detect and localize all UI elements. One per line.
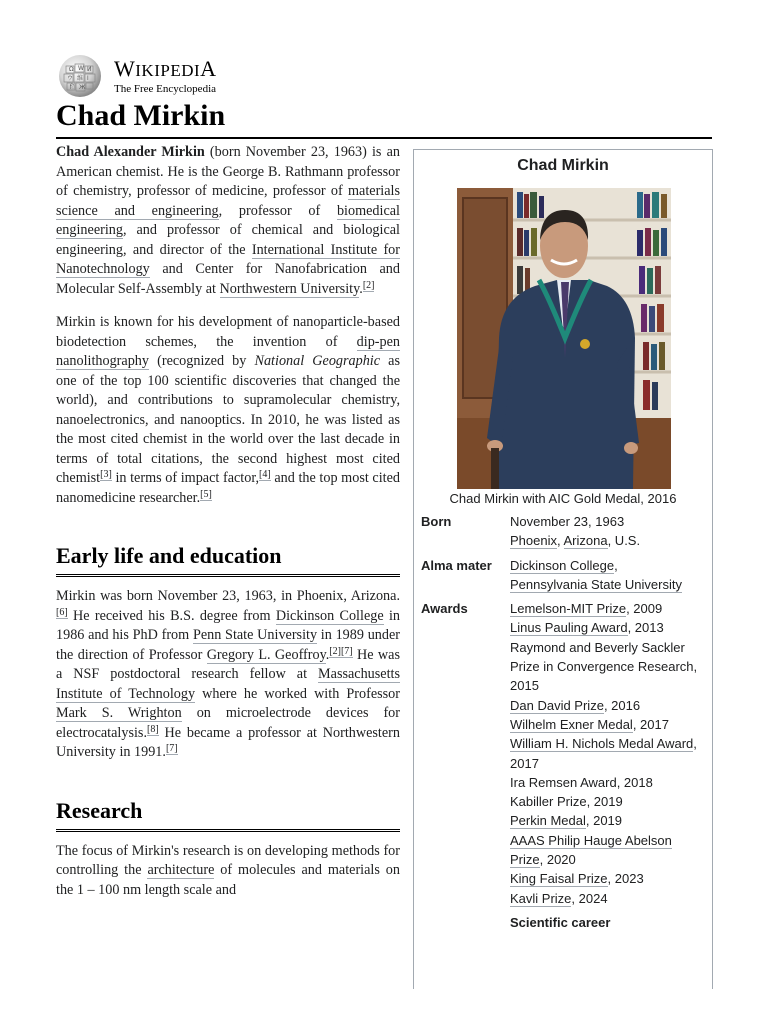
section-heading-early-life: Early life and education: [56, 542, 400, 577]
reference-link[interactable]: [2]: [362, 279, 375, 291]
svg-text:Ω: Ω: [69, 66, 74, 73]
award-item: Kabiller Prize, 2019: [510, 794, 623, 810]
page-title: Chad Mirkin: [56, 98, 712, 139]
award-item: King Faisal Prize, 2023: [510, 871, 644, 887]
link-mit[interactable]: Massachusetts Institute of Technology: [56, 666, 400, 702]
award-link[interactable]: William H. Nichols Medal Award: [510, 736, 694, 752]
award-item: Raymond and Beverly Sackler Prize in Convergence Research, 2015: [510, 639, 698, 694]
link-northwestern[interactable]: Northwestern University: [219, 280, 360, 297]
award-link[interactable]: Lemelson-MIT Prize: [510, 601, 627, 617]
research-paragraph: The focus of Mirkin's research is on developing methods for controlling the architecture of molecules and materials on the 1 – 100 nm length scale and: [56, 842, 400, 898]
born-value: November 23, 1963 Phoenix, Arizona, U.S.: [510, 514, 641, 549]
award-item: Perkin Medal, 2019: [510, 813, 623, 829]
awards-label: Awards: [421, 601, 468, 617]
award-item: Lemelson-MIT Prize, 2009: [510, 601, 663, 617]
alma-mater-label: Alma mater: [421, 557, 492, 573]
award-item: Dan David Prize, 2016: [510, 697, 641, 713]
award-item: Kavli Prize, 2024: [510, 890, 608, 906]
link-mark-wrighton[interactable]: Mark S. Wrighton: [56, 705, 182, 721]
link-dip-pen-nanolithography[interactable]: dip-pen nanolithography: [56, 333, 400, 369]
link-iin[interactable]: International Institute for Nanotechnology: [56, 241, 400, 277]
subject-name: Chad Alexander Mirkin: [56, 144, 205, 160]
award-item: AAAS Philip Hauge Abelson Prize, 2020: [510, 832, 672, 868]
award-item: William H. Nichols Medal Award, 2017: [510, 736, 697, 771]
link-architecture[interactable]: architecture: [147, 862, 215, 878]
svg-text:И: И: [87, 66, 92, 73]
reference-link[interactable]: [6]: [56, 606, 68, 618]
wikipedia-tagline: The Free Encyclopedia: [114, 82, 217, 95]
award-item: Wilhelm Exner Medal, 2017: [510, 716, 669, 732]
reference-link[interactable]: [8]: [147, 723, 159, 735]
link-biomedical-engineering[interactable]: biomedical engineering: [56, 202, 400, 238]
award-link[interactable]: King Faisal Prize: [510, 871, 608, 887]
award-link[interactable]: Dan David Prize: [510, 697, 604, 713]
reference-link[interactable]: [4]: [259, 469, 271, 480]
wikipedia-logo[interactable]: [56, 54, 217, 98]
photo-caption: Chad Mirkin with AIC Gold Medal, 2016: [449, 491, 677, 506]
awards-list: [510, 599, 706, 908]
link-dickinson-college[interactable]: Dickinson College: [510, 557, 615, 573]
born-label: Born: [421, 514, 452, 529]
reference-link[interactable]: [7]: [165, 743, 178, 754]
scientific-career-heading: Scientific career: [510, 914, 611, 930]
intro-paragraph-2: Mirkin is known for his development of nanoparticle-based biodetection schemes, the invention of dip-pen nanolithography (recognized by National Geographic as one of the top 100 scientific discoveries that changed the world), and contributions to supramolecular chemistry, nanoelectronics, and nanooptics. In 2010, he was listed as the most cited chemist in the world over the last decade in terms of total citations, the second highest most cited chemist[3] in terms of impact factor,[4] and the top most cited nanomedicine researcher.[5]: [56, 314, 400, 506]
reference-link[interactable]: [2]: [329, 645, 341, 657]
svg-text:ि: ि: [70, 84, 76, 91]
award-link[interactable]: Linus Pauling Award: [510, 620, 628, 636]
infobox-row-born: [414, 512, 712, 551]
award-item: Linus Pauling Award, 2013: [510, 620, 664, 636]
wikipedia-wordmark: WIKIPEDIA: [114, 55, 217, 81]
infobox: [413, 149, 713, 989]
award-link[interactable]: Perkin Medal: [510, 813, 586, 829]
link-materials-science[interactable]: materials science and engineering: [56, 183, 400, 219]
article-body: [56, 143, 400, 914]
svg-text:Ж: Ж: [79, 84, 86, 91]
portrait-photo[interactable]: [457, 188, 671, 489]
award-link[interactable]: Kavli Prize: [510, 890, 572, 906]
link-arizona[interactable]: Arizona: [563, 533, 608, 549]
award-link[interactable]: AAAS Philip Hauge Abelson Prize: [510, 832, 672, 868]
link-phoenix[interactable]: Phoenix: [510, 533, 557, 549]
infobox-row-alma-mater: [414, 556, 712, 595]
svg-text:ا: ا: [87, 75, 89, 82]
early-life-paragraph: Mirkin was born November 23, 1963, in Phoenix, Arizona.[6] He received his B.S. degree from Dickinson College in 1986 and his PhD from Penn State University in 1989 under the direction of Professor Gregory L. Geoffroy.[2][7] He was a NSF postdoctoral research fellow at Massachusetts Institute of Technology where he worked with Professor Mark S. Wrighton on microelectrode devices for electrocatalysis.[8] He became a professor at Northwestern University in 1991.[7]: [56, 588, 401, 760]
svg-text:ウ: ウ: [67, 75, 74, 82]
reference-link[interactable]: [3]: [100, 469, 112, 480]
award-link[interactable]: Wilhelm Exner Medal: [510, 716, 633, 732]
infobox-title: Chad Mirkin: [517, 157, 609, 174]
section-heading-research: Research: [56, 797, 400, 832]
alma-mater-value: Dickinson College, Pennsylvania State University: [510, 557, 682, 592]
intro-paragraph-1: Chad Alexander Mirkin (born November 23, 1963) is an American chemist. He is the George B. Rathmann professor of chemistry, professor of medicine, professor of materials science and engineering, professor of biomedical engineering, and professor of chemical and biological engineering, and director of the International Institute for Nanotechnology and Center for Nanofabrication and Molecular Self-Assembly at Northwestern University.[2]: [56, 144, 400, 297]
wikipedia-globe-icon: [56, 54, 104, 98]
reference-link[interactable]: [7]: [340, 645, 353, 657]
link-penn-state-university[interactable]: Pennsylvania State University: [510, 576, 682, 592]
reference-link[interactable]: [5]: [200, 488, 212, 500]
link-penn-state[interactable]: Penn State University: [192, 627, 318, 643]
award-item: Ira Remsen Award, 2018: [510, 774, 653, 790]
svg-text:维: 维: [77, 75, 84, 82]
infobox-row-awards: [414, 599, 712, 908]
svg-text:W: W: [78, 65, 84, 72]
link-gregory-geoffroy[interactable]: Gregory L. Geoffroy: [206, 646, 326, 663]
link-dickinson-college[interactable]: Dickinson College: [275, 607, 384, 624]
